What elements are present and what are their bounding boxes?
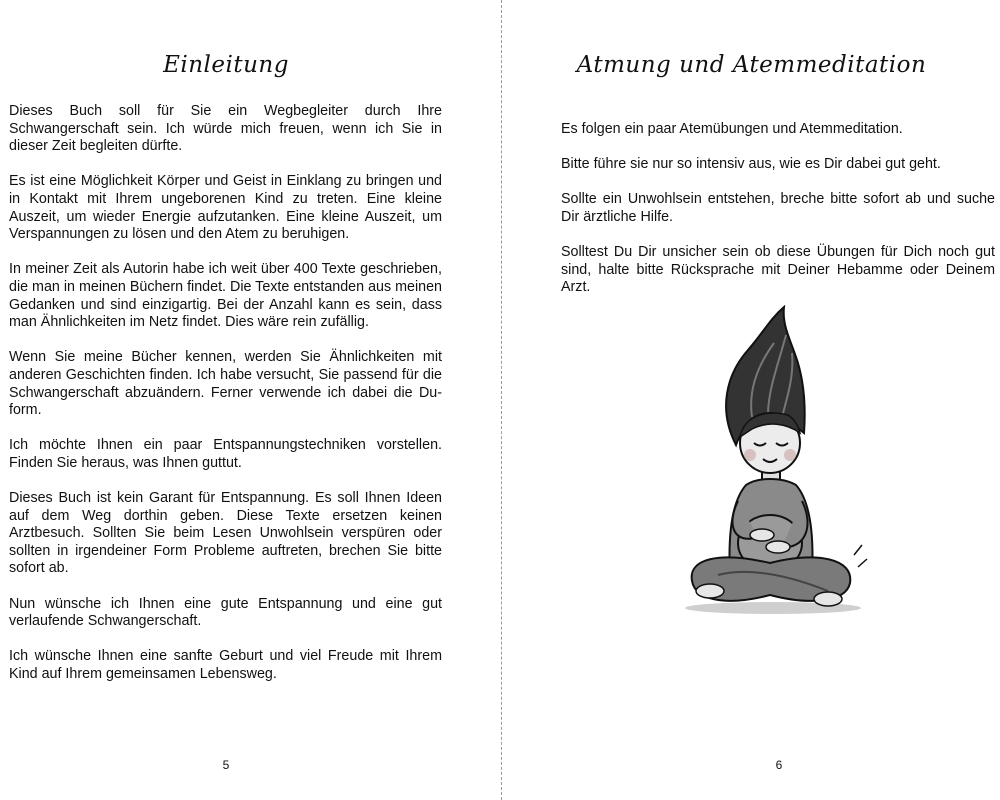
page-gutter-divider [501, 0, 502, 800]
left-body-text [9, 103, 442, 684]
meditating-pregnant-woman-icon [678, 305, 868, 617]
paragraph: Dieses Buch ist kein Garant für Entspannung. Es soll Ihnen Ideen auf dem Weg dorthin geben. Diese Texte ersetzen keinen Arztbesuch. Sollten Sie beim Lesen Unwohlsein verspüren oder sollten in irgendeiner Form Probleme auftreten, brechen Sie bitte sofort ab. [9, 490, 442, 577]
chapter-title-einleitung: Einleitung [163, 52, 289, 78]
paragraph: Sollte ein Unwohlsein entstehen, breche bitte sofort ab und suche Dir ärztliche Hilfe. [561, 191, 995, 225]
paragraph: Es folgen ein paar Atemübungen und Atemmeditation. [561, 121, 903, 137]
paragraph: Dieses Buch soll für Sie ein Wegbegleiter durch Ihre Schwangerschaft sein. Ich würde mich freuen, wenn ich Sie in dieser Zeit begleiten dürfte. [9, 103, 442, 155]
right-body-text [561, 121, 995, 297]
paragraph: Nun wünsche ich Ihnen eine gute Entspannung und eine gut verlaufende Schwangerschaft. [9, 595, 442, 630]
paragraph: Ich möchte Ihnen ein paar Entspannungstechniken vorstellen. Finden Sie heraus, was Ihnen guttut. [9, 437, 442, 471]
paragraph: Solltest Du Dir unsicher sein ob diese Übungen für Dich noch gut sind, halte bitte Rücksprache mit Deiner Hebamme oder Deinem Arzt. [561, 244, 995, 296]
paragraph: Ich wünsche Ihnen eine sanfte Geburt und viel Freude mit Ihrem Kind auf Ihrem gemeinsamen Lebensweg. [9, 648, 442, 682]
chapter-title-atmung: Atmung und Atemmeditation [576, 52, 927, 78]
page-number: 5 [222, 758, 230, 772]
paragraph: In meiner Zeit als Autorin habe ich weit über 400 Texte geschrieben, die man in meinen Büchern findet. Die Texte entstanden aus meinen Gedanken und sind einzigartig. Bei der Anzahl kann es sein, dass man Ähnlichkeiten im Netz findet. Dies wäre rein zufällig. [9, 261, 442, 331]
page-number: 6 [775, 758, 783, 772]
paragraph: Wenn Sie meine Bücher kennen, werden Sie Ähnlichkeiten mit anderen Geschichten finden. Ich habe versucht, Sie passend für die Schwangerschaft abzuändern. Ferner verwende ich dabei die Du-form. [9, 349, 442, 419]
paragraph: Bitte führe sie nur so intensiv aus, wie es Dir dabei gut geht. [561, 156, 941, 173]
right-page [503, 0, 1000, 800]
paragraph: Es ist eine Möglichkeit Körper und Geist in Einklang zu bringen und in Kontakt mit Ihrem ungeborenen Kind zu treten. Eine kleine Auszeit, um wieder Energie aufzutanken. Eine kleine Auszeit, um Verspannungen zu lösen und den Atem zu beruhigen. [9, 173, 442, 243]
